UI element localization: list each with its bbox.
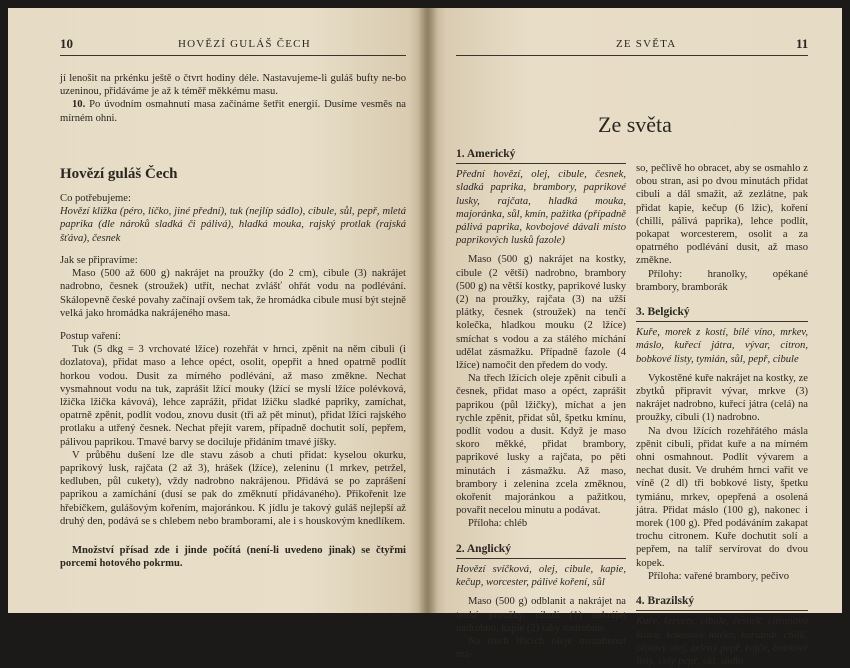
belgian-ingredients: Kuře, morek z kostí, bílé víno, mrkev, máslo, kuřecí játra, vývar, citron, bobkové listy, tymián, sůl, pepř, cibule — [636, 327, 808, 365]
running-head-left: HOVĚZÍ GULÁŠ ČECH — [178, 38, 311, 50]
running-head-right: ZE SVĚTA — [616, 38, 677, 50]
english-prep: Maso (500 g) odblanit a nakrájet na tenké proužky, cibuli (1) nakrájet nadrobno, kapie (2) taky nadrobno. — [456, 596, 626, 634]
section-heading-english: 2. Anglický — [456, 543, 626, 559]
section-heading-belgian: 3. Belgický — [636, 306, 808, 322]
prep-label: Jak se připravíme: — [60, 255, 138, 266]
header-rule-left — [60, 55, 406, 56]
intro-block — [60, 72, 406, 125]
method-label: Postup vaření: — [60, 331, 121, 342]
header-rule-right — [456, 55, 808, 56]
page-number-left: 10 — [60, 36, 73, 51]
book-gutter — [418, 8, 438, 613]
prep-block — [60, 254, 406, 320]
section-heading-american: 1. Americký — [456, 148, 626, 164]
left-page — [8, 8, 426, 613]
method-paragraph-2: V průběhu dušení lze dle stavu zásob a chuti přidat: kyselou okurku, paprikový lusk, rajčata (2 až 3), hrášek (lžíce), zeleninu (1 mrkev, petržel, kedluben, půl cukety), vždy nadrobno nakrájenou. Přidává se po zaprášení paprikou a zamíchání (dusí se pak do změknutí přidávaného). Přikořenit lze hřebíčkem, gulášovým kořením, majoránkou. K jídlu je takový guláš nejlepší až druhý den, podává se s chlebem nebo bramborami, ale i s houskovým knedlíkem. — [60, 449, 406, 527]
book-spread — [8, 8, 842, 667]
method-block — [60, 330, 406, 528]
ingredients-block — [60, 192, 406, 245]
american-method: Na třech lžících oleje zpěnit cibuli a česnek, přidat maso a opéct, zaprášit paprikou (půl lžičky), míchat a jen rychle zpěnit, přidat sůl, špetku kmínu, podlít vodou a dusit. Když je maso skoro měkké, přidat brambory, paprikové lusky a rajčata, po pěti minutách i zásmažku. Až maso, brambory i zelenina zcela změknou, okořenit majoránkou a pažitkou, povařit necelou minutu a podávat. — [456, 373, 626, 517]
page-number-right: 11 — [796, 36, 809, 51]
brazilian-ingredients: Kuře, krevety, cibule, česnek, citronová šťáva, kokosové mléko, koriandr, chilli, olivový olej, zelený pepř, rajče, bobkové listy, celý pepř, sůl, sádlo — [636, 616, 808, 667]
english-method-cont: so, pečlivě ho obracet, aby se osmahlo z obou stran, asi po dvou minutách přidat cibuli a dál smažit, až zezlátne, pak přidat kapie, kečup (6 lžic), koření (chilli, pálivá paprika), lehce podlít, pokapat worcesterem, osolit a za opatrného podlévání dusit, až maso změkne. — [636, 163, 808, 267]
column-right — [636, 162, 808, 668]
recipe-title: Hovězí guláš Čech — [60, 166, 178, 182]
belgian-method: Na dvou lžících rozehřátého másla zpěnit cibuli, přidat kuře a na mírném ohni osmahnout. Podlít vývarem a nechat dusit. Ve druhém hrnci vařit ve víně (2 dl) tři bobkové listy, špetku tymiánu, mrkev, opepřená a osolená játra. Přidat máslo (100 g), nakonec i morek (100 g). Před podáváním zakapat trochu citronem. Kuře dochutit solí a pepřem, na talíř servírovat do dvou kopek. — [636, 425, 808, 569]
intro-paragraph-1: jí lenošit na prkénku ještě o čtvrt hodiny déle. Nastavujeme-li guláš bufty ne-bo uzeninou, přidáváme je až k téměř měkkému masu. — [60, 73, 406, 98]
american-side: Příloha: chléb — [468, 518, 528, 530]
english-method: Na třech lžících oleje osmahnout ma- — [456, 635, 626, 661]
right-page — [426, 8, 842, 667]
belgian-prep: Vykostěné kuře nakrájet na kostky, ze zbytků připravit vývar, mrkve (3) nakrájet nadrobno, kuřecí játra (celá) na proužky, cibuli (1) nadrobno. — [636, 372, 808, 424]
american-ingredients: Přední hovězí, olej, cibule, česnek, sladká paprika, brambory, paprikové lusky, rajčata, hladká mouka, majoránka, sůl, kmín, pažitka (případně pálivá paprika, kovbojové dávali místo paprikových lusků fazole) — [456, 169, 626, 247]
prep-text: Maso (500 až 600 g) nakrájet na proužky (do 2 cm), cibule (3) nakrájet nadrobno, česnek (stroužek) utřít, nechat zvlášť ohřát vodu na podlévání. Skálopevně české povahy začínají ovšem tak, že hromádka cibule musí být stejně velká jako hromádka nakrájeného masa. — [60, 268, 406, 319]
step-number: 10. — [72, 99, 86, 111]
ingredients-list: Hovězí kližka (péro, líčko, jiné přední), tuk (nejlíp sádlo), cibule, sůl, pepř, mletá paprika (dle nároků sladká či pálivá), hladká mouka, rajský protlak (rajská šťáva), česnek — [60, 206, 406, 244]
section-heading-brazilian: 4. Brazilský — [636, 595, 808, 611]
servings-note: Množství přísad zde i jinde počítá (není-li uvedeno jinak) se čtyřmi porcemi hotového pokrmu. — [60, 545, 406, 570]
method-paragraph-1: Tuk (5 dkg = 3 vrchovaté lžíce) rozehřát v hrnci, zpěnit na něm cibuli (i dozlatova), přidat maso a lehce opéct, osolit, opepřit a hned opatrně podlít horkou vodou. Dusit za mírného podlévání, až maso změkne. Nechat vysmahnout vodu na tuk, zaprášit lžící mouky (lžící se myslí lžíce polévková, lžička lžička kávová), lehce zaprážit, přidat lžičku sladké papriky, zamíchat, opatrně zpěnit, podlít vodou, znovu dusit (tři až pět minut), přidat lžíci rajského protlaku a utřený česnek. Nechat přejít varem, případně dochutit solí, pepřem, pálivou paprikou. Tmavé barvy se dociluje přidáním tmavé jíšky. — [60, 344, 406, 448]
chapter-title: Ze světa — [598, 112, 672, 137]
english-side: Přílohy: hranolky, opékané brambory, bramborák — [636, 268, 808, 293]
column-left — [456, 148, 626, 661]
american-prep: Maso (500 g) nakrájet na kostky, cibule (2 větší) nadrobno, brambory (500 g) na větší kostky, paprikové lusky (2) na proužky, rajčata (3) na užší plátky, česnek (stroužek) na tenčí kolečka, hladkou mouku (2 lžíce) smíchat s vodou a za stálého míchání udělat zásmažku. Případně fazole (4 lžíce) namočit den předem do vody. — [456, 254, 626, 372]
step-text: Po úvodním osmahnutí masa začínáme šetřit energií. Dusíme vesměs na mírném ohni. — [60, 99, 406, 124]
ingredients-label: Co potřebujeme: — [60, 193, 131, 204]
intro-paragraph-2 — [60, 98, 406, 124]
english-ingredients: Hovězí svíčková, olej, cibule, kapie, kečup, worcester, pálivé koření, sůl — [456, 563, 626, 589]
belgian-side: Příloha: vařené brambory, pečivo — [648, 570, 790, 582]
